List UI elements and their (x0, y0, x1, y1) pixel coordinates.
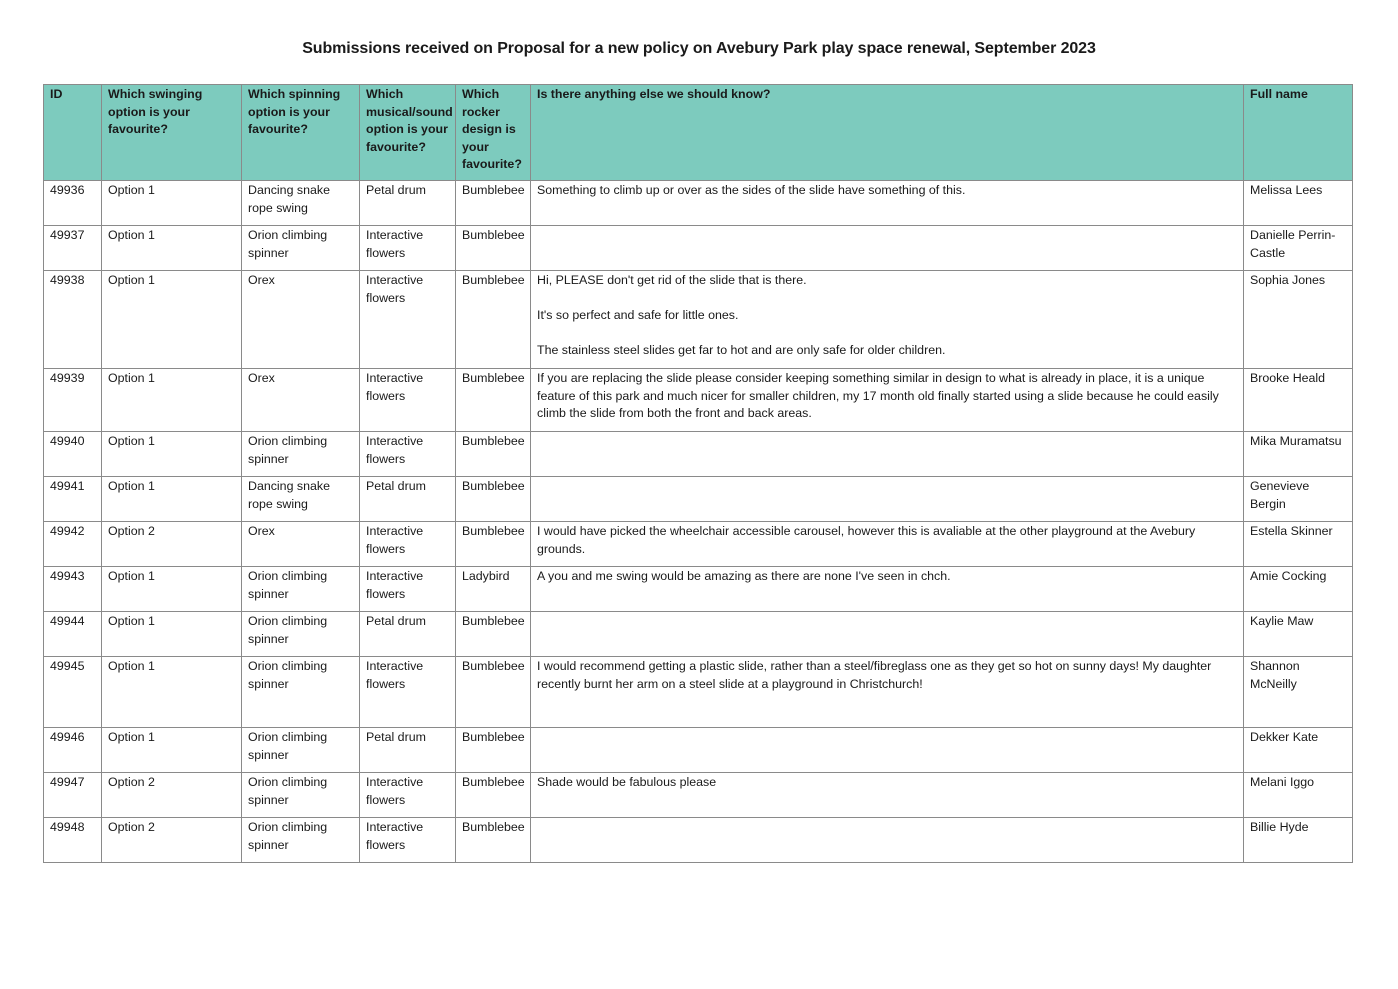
cell-id: 49936 (44, 181, 102, 226)
cell-spin: Orion climbing spinner (242, 612, 360, 657)
table-row (44, 773, 1353, 818)
cell-swing: Option 1 (102, 226, 242, 271)
header-name: Full name (1244, 85, 1353, 181)
header-music: Which musical/sound option is your favourite? (360, 85, 456, 181)
cell-id: 49939 (44, 369, 102, 432)
cell-spin: Dancing snake rope swing (242, 181, 360, 226)
cell-name: Genevieve Bergin (1244, 477, 1353, 522)
cell-spin: Orion climbing spinner (242, 773, 360, 818)
cell-name: Estella Skinner (1244, 522, 1353, 567)
cell-spin: Orex (242, 369, 360, 432)
cell-swing: Option 1 (102, 477, 242, 522)
cell-id: 49940 (44, 432, 102, 477)
cell-name: Sophia Jones (1244, 271, 1353, 369)
cell-music: Interactive flowers (360, 657, 456, 728)
table-row (44, 522, 1353, 567)
cell-spin: Dancing snake rope swing (242, 477, 360, 522)
table-row (44, 271, 1353, 369)
cell-id: 49947 (44, 773, 102, 818)
comment-paragraph: I would have picked the wheelchair accessible carousel, however this is avaliable at the other playground at the Avebury grounds. (537, 524, 1196, 556)
comment-paragraph: A you and me swing would be amazing as there are none I've seen in chch. (537, 569, 951, 583)
cell-rocker: Bumblebee (456, 612, 531, 657)
cell-music: Petal drum (360, 728, 456, 773)
cell-comment (531, 818, 1244, 863)
cell-id: 49941 (44, 477, 102, 522)
cell-comment (531, 567, 1244, 612)
table-row (44, 226, 1353, 271)
cell-music: Interactive flowers (360, 432, 456, 477)
cell-music: Petal drum (360, 612, 456, 657)
cell-music: Petal drum (360, 477, 456, 522)
cell-rocker: Bumblebee (456, 226, 531, 271)
cell-spin: Orion climbing spinner (242, 226, 360, 271)
cell-rocker: Bumblebee (456, 657, 531, 728)
cell-comment (531, 612, 1244, 657)
cell-spin: Orion climbing spinner (242, 728, 360, 773)
cell-rocker: Bumblebee (456, 477, 531, 522)
table-row (44, 657, 1353, 728)
cell-comment (531, 477, 1244, 522)
cell-swing: Option 1 (102, 657, 242, 728)
cell-swing: Option 1 (102, 271, 242, 369)
header-spin: Which spinning option is your favourite? (242, 85, 360, 181)
cell-id: 49945 (44, 657, 102, 728)
cell-spin: Orex (242, 522, 360, 567)
cell-comment (531, 369, 1244, 432)
header-rocker: Which rocker design is your favourite? (456, 85, 531, 181)
cell-spin: Orion climbing spinner (242, 567, 360, 612)
cell-id: 49946 (44, 728, 102, 773)
header-comment: Is there anything else we should know? (531, 85, 1244, 181)
cell-comment (531, 773, 1244, 818)
table-row (44, 432, 1353, 477)
cell-comment (531, 226, 1244, 271)
cell-swing: Option 1 (102, 181, 242, 226)
cell-rocker: Bumblebee (456, 369, 531, 432)
cell-name: Kaylie Maw (1244, 612, 1353, 657)
cell-spin: Orion climbing spinner (242, 818, 360, 863)
cell-comment (531, 271, 1244, 369)
cell-music: Interactive flowers (360, 271, 456, 369)
cell-name: Melissa Lees (1244, 181, 1353, 226)
cell-swing: Option 2 (102, 773, 242, 818)
cell-music: Interactive flowers (360, 522, 456, 567)
cell-rocker: Bumblebee (456, 818, 531, 863)
cell-comment (531, 522, 1244, 567)
cell-id: 49948 (44, 818, 102, 863)
cell-id: 49943 (44, 567, 102, 612)
cell-id: 49942 (44, 522, 102, 567)
comment-paragraph: If you are replacing the slide please consider keeping something similar in design to what is already in place, it is a unique feature of this park and much nicer for smaller children, my 17 month old finally started using a slide because he could easily climb the slide from both the front and back areas. (537, 371, 1219, 420)
cell-spin: Orion climbing spinner (242, 432, 360, 477)
cell-comment (531, 181, 1244, 226)
cell-id: 49937 (44, 226, 102, 271)
cell-rocker: Bumblebee (456, 181, 531, 226)
cell-rocker: Bumblebee (456, 773, 531, 818)
cell-name: Brooke Heald (1244, 369, 1353, 432)
cell-swing: Option 2 (102, 818, 242, 863)
cell-rocker: Bumblebee (456, 728, 531, 773)
submissions-table (43, 84, 1353, 863)
cell-name: Danielle Perrin-Castle (1244, 226, 1353, 271)
header-swing: Which swinging option is your favourite? (102, 85, 242, 181)
table-row (44, 369, 1353, 432)
table-row (44, 477, 1353, 522)
cell-comment (531, 657, 1244, 728)
comment-paragraph: I would recommend getting a plastic slide, rather than a steel/fibreglass one as they get so hot on sunny days! My daughter recently burnt her arm on a steel slide at a playground in Christchurch! (537, 659, 1212, 691)
cell-name: Amie Cocking (1244, 567, 1353, 612)
cell-swing: Option 1 (102, 567, 242, 612)
cell-comment (531, 728, 1244, 773)
cell-comment (531, 432, 1244, 477)
cell-music: Interactive flowers (360, 369, 456, 432)
table-row (44, 728, 1353, 773)
cell-music: Interactive flowers (360, 226, 456, 271)
header-id: ID (44, 85, 102, 181)
table-row (44, 181, 1353, 226)
cell-spin: Orion climbing spinner (242, 657, 360, 728)
comment-paragraph: Hi, PLEASE don't get rid of the slide that is there. (537, 273, 807, 287)
cell-music: Petal drum (360, 181, 456, 226)
cell-spin: Orex (242, 271, 360, 369)
cell-rocker: Bumblebee (456, 522, 531, 567)
cell-rocker: Ladybird (456, 567, 531, 612)
cell-music: Interactive flowers (360, 567, 456, 612)
table-row (44, 567, 1353, 612)
header-row (44, 85, 1353, 181)
page-title: Submissions received on Proposal for a new policy on Avebury Park play space renewal, September 2023 (302, 40, 1096, 57)
cell-swing: Option 1 (102, 728, 242, 773)
cell-id: 49944 (44, 612, 102, 657)
cell-swing: Option 1 (102, 612, 242, 657)
cell-rocker: Bumblebee (456, 271, 531, 369)
cell-swing: Option 2 (102, 522, 242, 567)
comment-paragraph: Shade would be fabulous please (537, 775, 717, 789)
cell-name: Dekker Kate (1244, 728, 1353, 773)
table-row (44, 818, 1353, 863)
comment-paragraph: Something to climb up or over as the sides of the slide have something of this. (537, 183, 966, 197)
cell-name: Shannon McNeilly (1244, 657, 1353, 728)
cell-swing: Option 1 (102, 369, 242, 432)
cell-name: Billie Hyde (1244, 818, 1353, 863)
cell-name: Melani Iggo (1244, 773, 1353, 818)
cell-rocker: Bumblebee (456, 432, 531, 477)
cell-swing: Option 1 (102, 432, 242, 477)
comment-paragraph: The stainless steel slides get far to hot and are only safe for older children. (537, 343, 946, 357)
cell-music: Interactive flowers (360, 818, 456, 863)
cell-music: Interactive flowers (360, 773, 456, 818)
cell-name: Mika Muramatsu (1244, 432, 1353, 477)
comment-paragraph: It's so perfect and safe for little ones. (537, 308, 739, 322)
cell-id: 49938 (44, 271, 102, 369)
table-row (44, 612, 1353, 657)
